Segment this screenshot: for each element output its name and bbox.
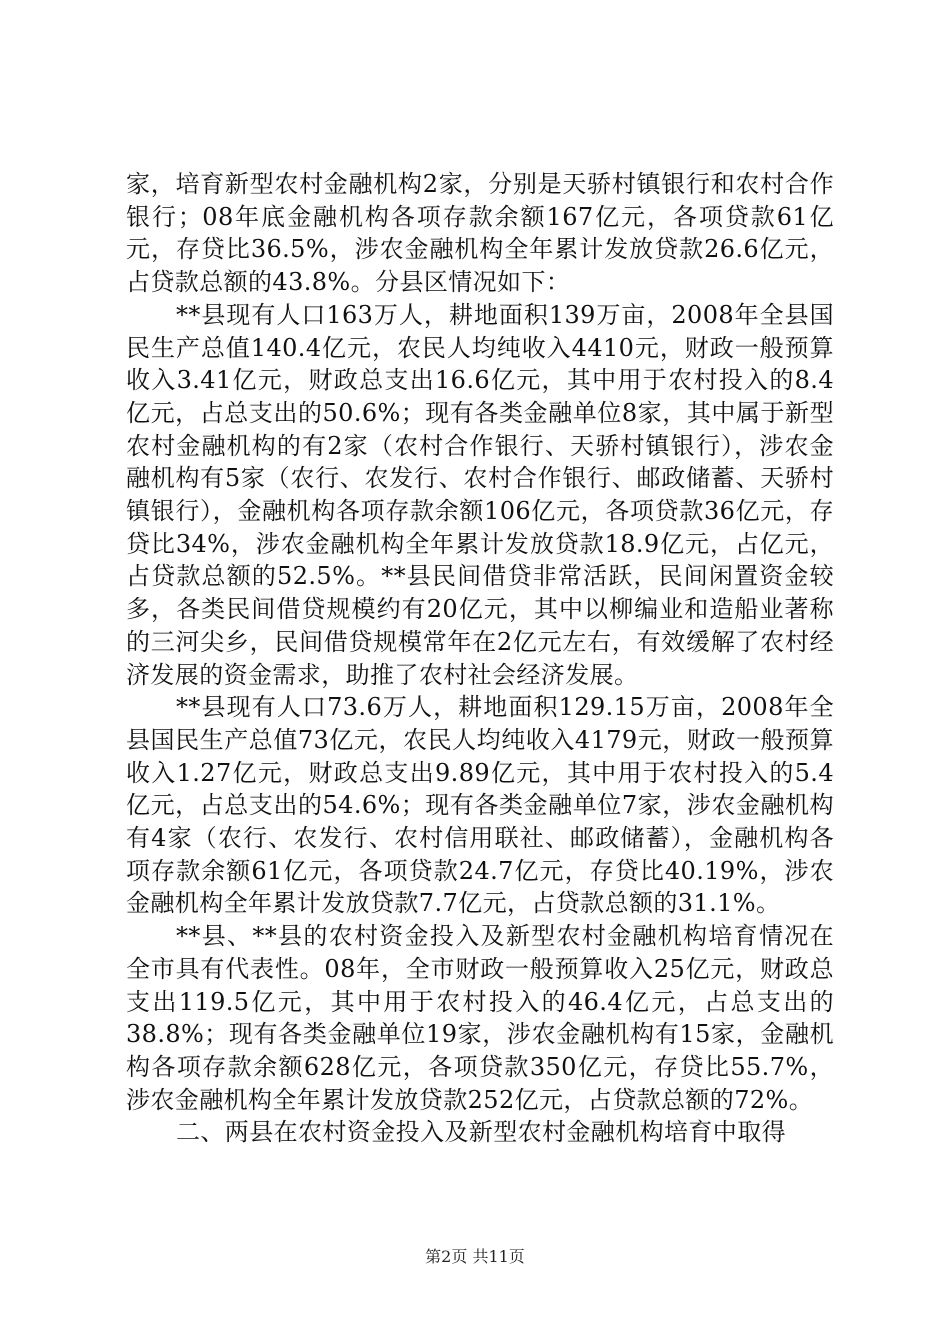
- paragraph-county-a: **县现有人口163万人，耕地面积139万亩，2008年全县国民生产总值140.4亿元，农民人均纯收入4410元，财政一般预算收入3.41亿元，财政总支出16.6亿元，其中用于农村投入的8.4亿元，占总支出的50.6%；现有各类金融单位8家，其中属于新型农村金融机构的有2家（农村合作银行、天骄村镇银行），涉农金融机构有5家（农行、农发行、农村合作银行、邮政储蓄、天骄村镇银行），金融机构各项存款余额106亿元，各项贷款36亿元，存贷比34%，涉农金融机构全年累计发放贷款18.9亿元，占亿元，占贷款总额的52.5%。**县民间借贷非常活跃，民间闲置资金较多，各类民间借贷规模约有20亿元，其中以柳编业和造船业著称的三河尖乡，民间借贷规模常年在2亿元左右，有效缓解了农村经济发展的资金需求，助推了农村社会经济发展。: [126, 300, 834, 689]
- document-body: [126, 168, 834, 1149]
- section-heading-two: 二、两县在农村资金投入及新型农村金融机构培育中取得: [176, 1118, 786, 1147]
- page-number-footer: 第2页 共11页: [425, 1247, 525, 1266]
- paragraph-continuation: 家，培育新型农村金融机构2家，分别是天骄村镇银行和农村合作银行；08年底金融机构各项存款余额167亿元，各项贷款61亿元，存贷比36.5%，涉农金融机构全年累计发放贷款26.6亿元，占贷款总额的43.8%。分县区情况如下：: [126, 170, 834, 297]
- paragraph-city-summary: **县、**县的农村资金投入及新型农村金融机构培育情况在全市具有代表性。08年，全市财政一般预算收入25亿元，财政总支出119.5亿元，其中用于农村投入的46.4亿元，占总支出的38.8%；现有各类金融单位19家，涉农金融机构有15家，金融机构各项存款余额628亿元，各项贷款350亿元，存贷比55.7%，涉农金融机构全年累计发放贷款252亿元，占贷款总额的72%。: [126, 922, 834, 1114]
- paragraph-county-b: **县现有人口73.6万人，耕地面积129.15万亩，2008年全县国民生产总值73亿元，农民人均纯收入4179元，财政一般预算收入1.27亿元，财政总支出9.89亿元，其中用于农村投入的5.4亿元，占总支出的54.6%；现有各类金融单位7家，涉农金融机构有4家（农行、农发行、农村信用联社、邮政储蓄），金融机构各项存款余额61亿元，各项贷款24.7亿元，存贷比40.19%，涉农金融机构全年累计发放贷款7.7亿元，占贷款总额的31.1%。: [126, 693, 834, 918]
